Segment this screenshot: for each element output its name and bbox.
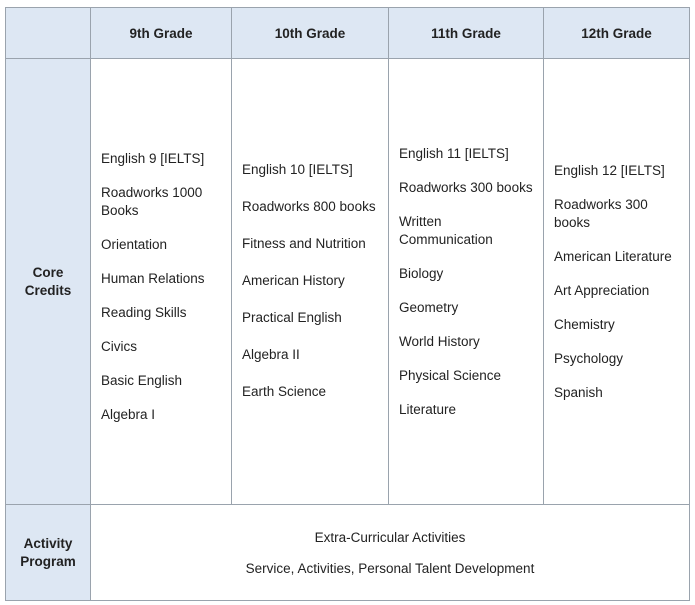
course-item: Roadworks 300 books — [399, 179, 533, 195]
curriculum-table — [5, 7, 690, 601]
activity-label-line1: Activity — [23, 535, 73, 551]
header-11th-grade: 11th Grade — [389, 8, 544, 59]
course-item: Orientation — [101, 236, 168, 252]
course-item: Roadworks 300 books — [554, 196, 648, 230]
header-9th-grade: 9th Grade — [91, 8, 232, 59]
course-item: English 11 [IELTS] — [399, 145, 509, 161]
course-item: Written Communication — [399, 213, 493, 247]
header-12th-grade: 12th Grade — [544, 8, 689, 59]
activity-program-cell — [91, 505, 689, 600]
grade-12-courses — [544, 59, 689, 505]
course-item: Chemistry — [554, 316, 615, 332]
core-credits-label — [6, 59, 91, 505]
course-item: Earth Science — [242, 384, 327, 399]
course-item: English 10 [IELTS] — [242, 162, 353, 177]
grade-10-courses — [232, 59, 389, 505]
course-item: Biology — [399, 265, 444, 281]
activity-line-2: Service, Activities, Personal Talent Development — [245, 560, 535, 576]
course-item: Fitness and Nutrition — [242, 236, 366, 251]
activity-program-label — [6, 505, 91, 600]
course-item: Psychology — [554, 350, 624, 366]
course-item: Geometry — [399, 299, 459, 315]
course-item: Roadworks 800 books — [242, 199, 376, 214]
grade-9-courses — [91, 59, 232, 505]
grade-11-courses — [389, 59, 544, 505]
course-item: American History — [242, 273, 345, 288]
corner-cell — [6, 8, 91, 59]
course-item: American Literature — [554, 248, 672, 264]
course-item: Spanish — [554, 384, 603, 400]
core-label-line2: Credits — [24, 282, 72, 298]
course-item: Practical English — [242, 310, 342, 325]
course-item: Algebra I — [101, 406, 156, 422]
course-item: Roadworks 1000 Books — [101, 184, 203, 218]
header-10th-grade: 10th Grade — [232, 8, 389, 59]
course-item: Civics — [101, 338, 137, 354]
course-item: Physical Science — [399, 367, 502, 383]
activity-label-line2: Program — [20, 553, 76, 569]
course-item: Algebra II — [242, 347, 300, 362]
course-item: English 12 [IELTS] — [554, 162, 665, 178]
course-item: English 9 [IELTS] — [101, 150, 205, 166]
course-item: Art Appreciation — [554, 282, 650, 298]
activity-line-1: Extra-Curricular Activities — [314, 529, 466, 545]
course-item: Reading Skills — [101, 304, 187, 320]
course-item: Basic English — [101, 372, 183, 388]
course-item: World History — [399, 333, 480, 349]
course-item: Literature — [399, 401, 457, 417]
core-label-line1: Core — [32, 264, 64, 280]
course-item: Human Relations — [101, 270, 205, 286]
